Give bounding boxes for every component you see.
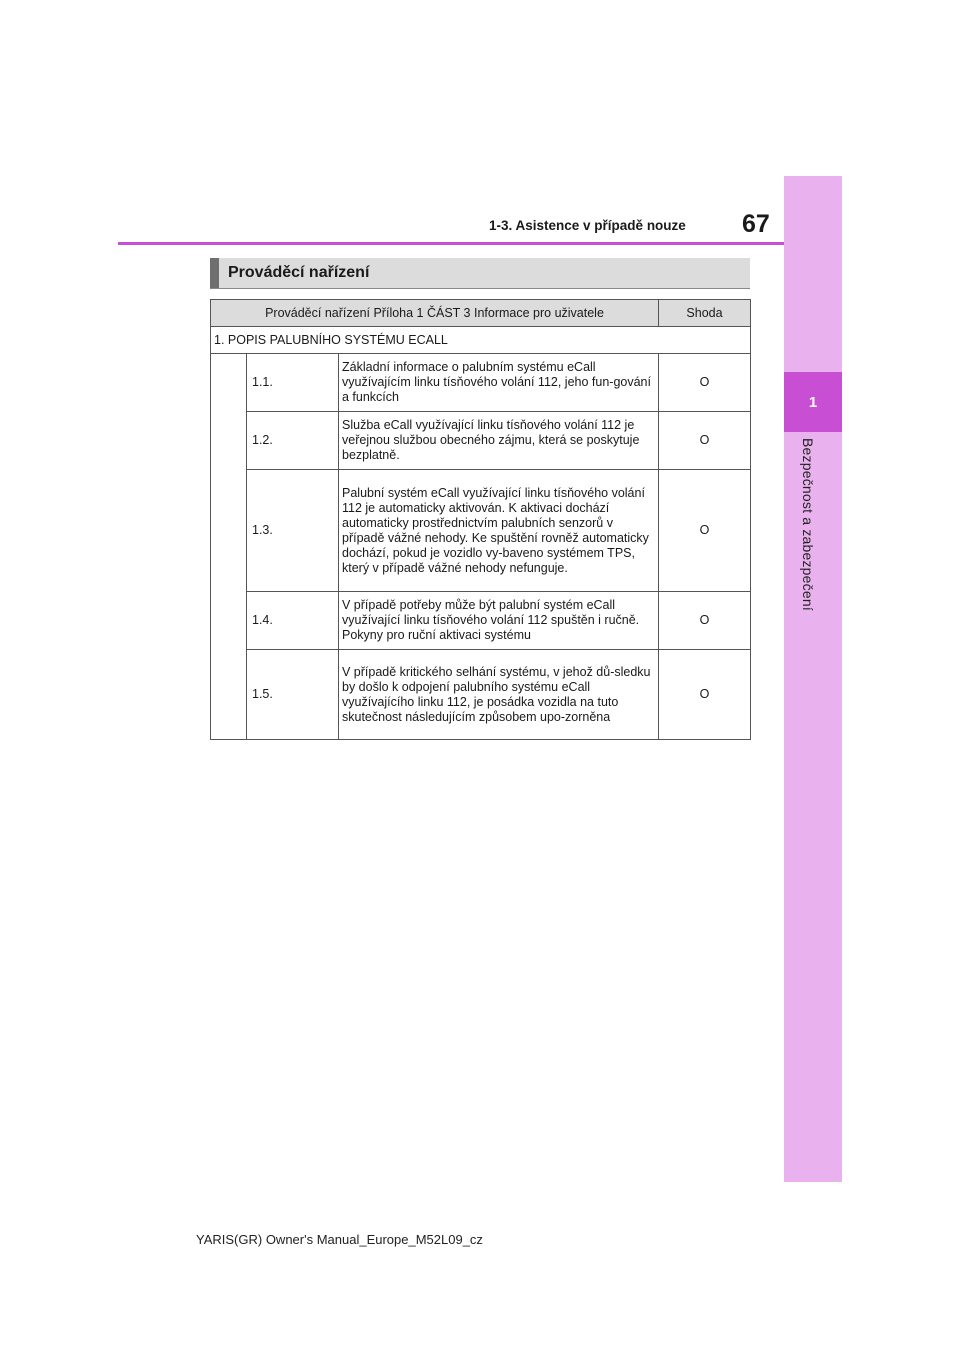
row-shoda: O (659, 412, 751, 470)
table-section-row (211, 327, 751, 354)
indent-cell (211, 354, 247, 740)
table-row (211, 412, 751, 470)
section-title: 1-3. Asistence v případě nouze (489, 218, 686, 233)
subheading (210, 258, 750, 288)
section-heading-cell: 1. POPIS PALUBNÍHO SYSTÉMU ECALL (211, 327, 751, 354)
page-number: 67 (742, 210, 770, 238)
chapter-number-badge: 1 (784, 372, 842, 432)
row-text: V případě kritického selhání systému, v jehož dů-sledku by došlo k odpojení palubního systému eCall využívajícího linku 112, je posádka vozidla na tuto skutečnost následujícím způsobem upo-zorněna (339, 650, 659, 740)
row-number: 1.4. (247, 592, 339, 650)
table-row (211, 650, 751, 740)
regulation-table (210, 299, 751, 740)
row-number: 1.5. (247, 650, 339, 740)
table-header-row (211, 300, 751, 327)
row-shoda: O (659, 650, 751, 740)
row-text: Palubní systém eCall využívající linku tísňového volání 112 je automaticky aktivován. K aktivaci dochází automaticky prostřednictvím palubních senzorů v případě vážné nehody. Ke spuštění rovněž automaticky dochází, pokud je vozidlo vy-baveno systémem TPS, který v případě vážné nehody nefunguje. (339, 470, 659, 592)
row-number: 1.2. (247, 412, 339, 470)
row-number: 1.1. (247, 354, 339, 412)
row-number: 1.3. (247, 470, 339, 592)
column-header-shoda: Shoda (659, 300, 751, 327)
row-text: Služba eCall využívající linku tísňového volání 112 je veřejnou službou obecného zájmu, která se poskytuje bezplatně. (339, 412, 659, 470)
header-divider (118, 242, 784, 245)
footer-manual-id: YARIS(GR) Owner's Manual_Europe_M52L09_cz (196, 1232, 483, 1247)
subheading-divider (210, 288, 750, 289)
chapter-side-tab (784, 176, 842, 1182)
table-row (211, 470, 751, 592)
table-row (211, 592, 751, 650)
column-header-info: Prováděcí nařízení Příloha 1 ČÁST 3 Informace pro uživatele (211, 300, 659, 327)
row-shoda: O (659, 354, 751, 412)
row-shoda: O (659, 470, 751, 592)
table-row (211, 354, 751, 412)
row-text: V případě potřeby může být palubní systém eCall využívající linku tísňového volání 112 spuštěn i ručně. Pokyny pro ruční aktivaci systému (339, 592, 659, 650)
subheading-text: Prováděcí nařízení (228, 264, 370, 281)
row-shoda: O (659, 592, 751, 650)
chapter-label: Bezpečnost a zabezpečení (800, 438, 816, 611)
row-text: Základní informace o palubním systému eCall využívajícím linku tísňového volání 112, jeho fun-gování a funkcích (339, 354, 659, 412)
